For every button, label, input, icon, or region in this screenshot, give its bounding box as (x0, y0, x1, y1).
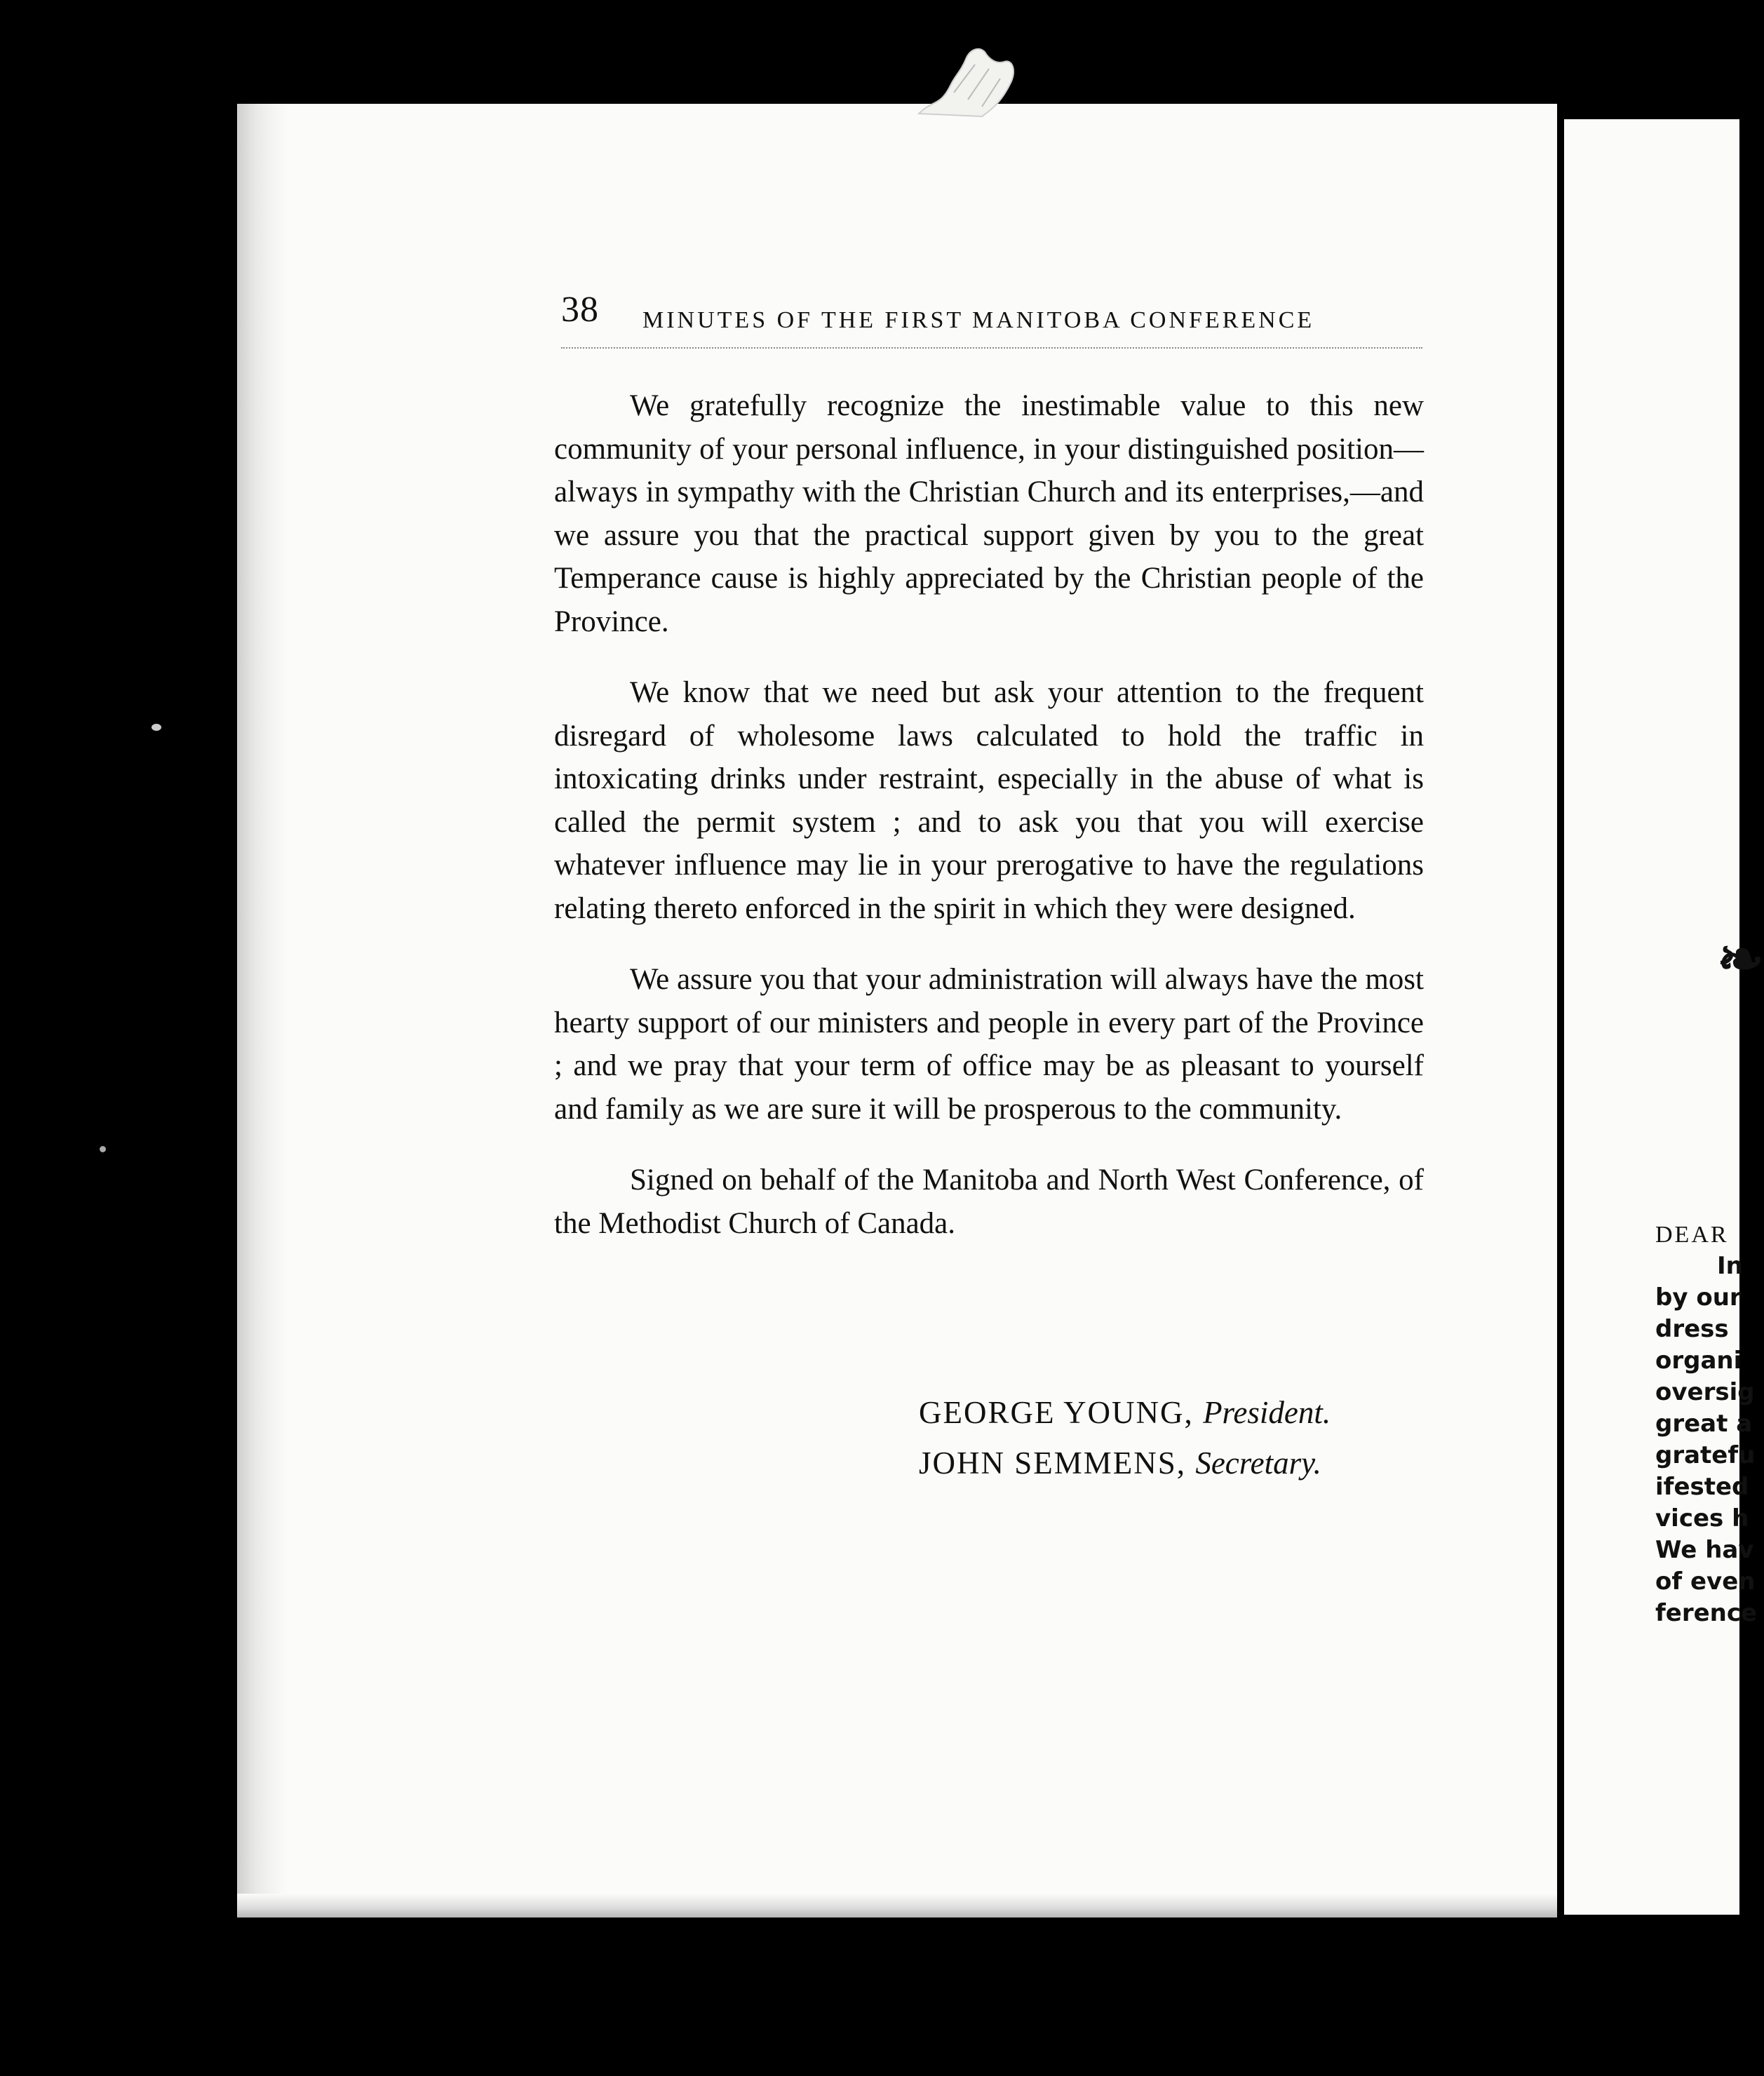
signatory-title: President. (1203, 1395, 1331, 1430)
facing-line: ifested (1655, 1473, 1749, 1501)
paragraph: We gratefully recognize the inestimable value to this new community of your personal influence, in your distinguished position—always in sympathy with the Christian Church and its enterprises,—and we assure you that the practical support given by you to the great Temperance cause is highly appreciated by the Christian people of the Province. (554, 389, 1424, 638)
scan-speck (152, 724, 161, 731)
facing-line: In (1717, 1252, 1743, 1280)
running-head (561, 289, 1424, 345)
header-rule (561, 347, 1422, 349)
running-title: MINUTES OF THE FIRST MANITOBA CONFERENCE (642, 307, 1315, 333)
page-number: 38 (561, 290, 599, 330)
signatory-name: JOHN SEMMENS, (919, 1445, 1187, 1481)
signature-line (919, 1438, 1331, 1488)
paragraph: Signed on behalf of the Manitoba and North West Conference, of the Methodist Church of Canada. (554, 1164, 1424, 1240)
facing-line: by our (1655, 1283, 1742, 1312)
torn-paper-fiber (912, 43, 1038, 121)
facing-line: ference (1655, 1599, 1758, 1627)
scan-speck (100, 1146, 106, 1152)
signatory-title: Secretary. (1195, 1445, 1321, 1481)
facing-line: We hav (1655, 1536, 1754, 1564)
ornament-initial-icon: ❧ (1717, 926, 1764, 992)
facing-line: dress (1655, 1315, 1729, 1343)
page-bottom-edge (237, 1894, 1557, 1917)
facing-line: great a (1655, 1410, 1753, 1438)
facing-line: vices h (1655, 1504, 1749, 1532)
facing-page-text (1655, 1219, 1757, 1629)
facing-salutation: DEAR (1655, 1222, 1729, 1248)
body-text (554, 384, 1424, 1283)
facing-line: gratefu (1655, 1441, 1756, 1469)
signature-block (919, 1387, 1331, 1488)
facing-line: of even (1655, 1568, 1756, 1596)
binding-edge (237, 104, 288, 1917)
book-gutter (1557, 105, 1564, 1943)
paragraph: We know that we need but ask your attention to the frequent disregard of wholesome laws calculated to hold the traffic in intoxicating drinks under restraint, especially in the abuse of what is called the permit system ; and to ask you that you will exercise whatever influence may lie in your prerogative to have the regulations relating thereto enforced in the spirit in which they were designed. (554, 676, 1424, 925)
facing-line: oversig (1655, 1378, 1755, 1406)
paragraph: We assure you that your administration will always have the most hearty support of our ministers and people in every part of the Province ; and we pray that your term of office may be as pleasant to yourself and family as we are sure it will be prosperous to the community. (554, 963, 1424, 1126)
facing-line: organi (1655, 1347, 1742, 1375)
signature-line (919, 1387, 1331, 1438)
signatory-name: GEORGE YOUNG, (919, 1395, 1194, 1430)
facing-page (1564, 119, 1739, 1915)
